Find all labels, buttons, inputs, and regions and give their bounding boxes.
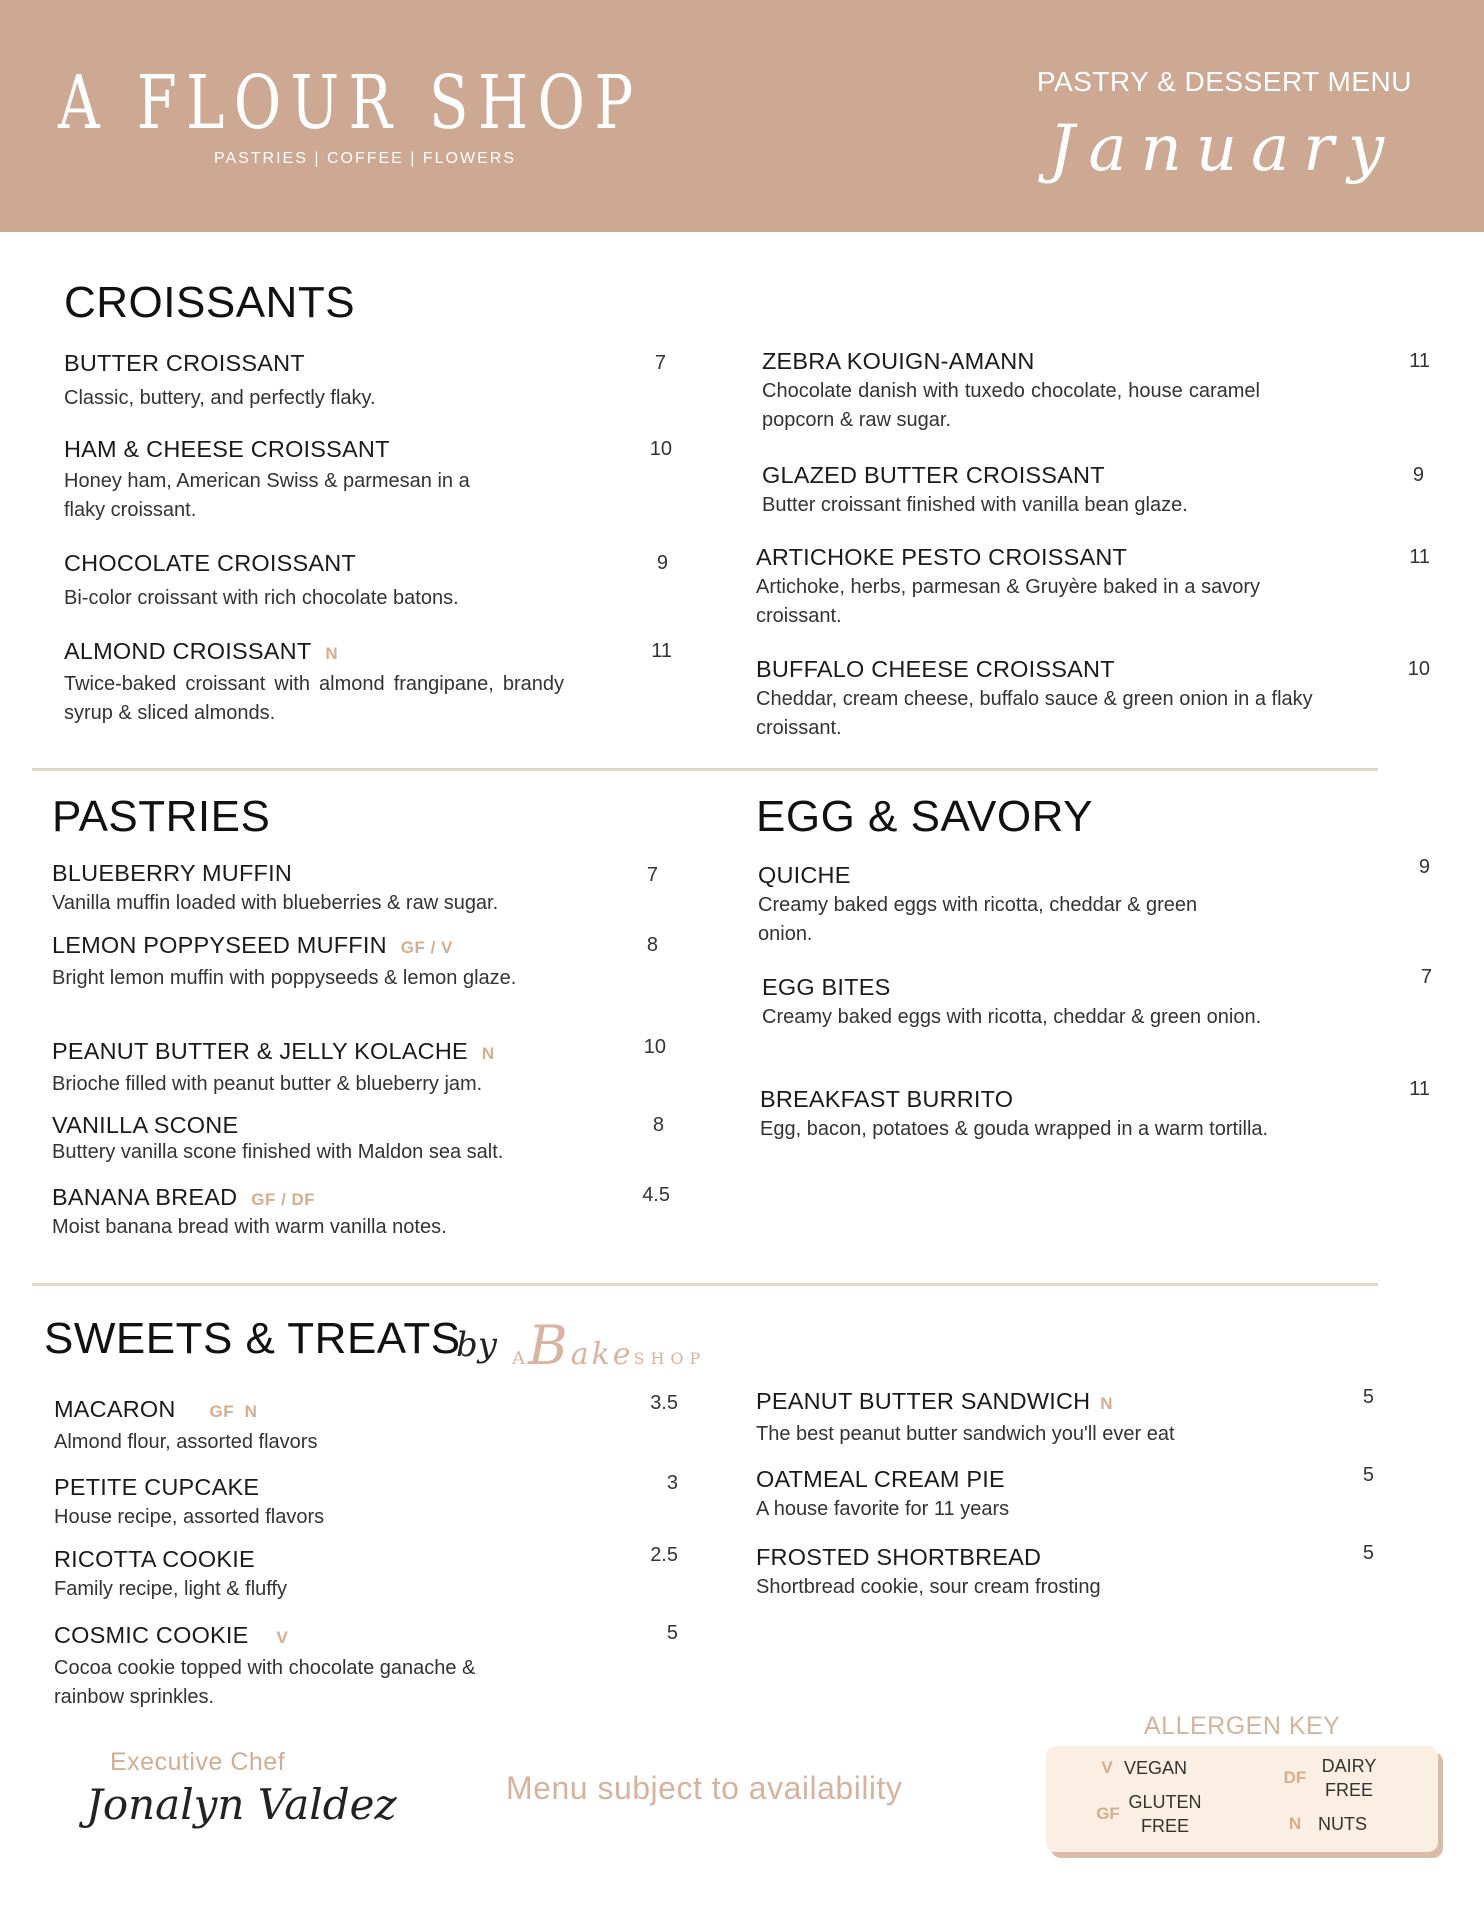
item-price: 8 xyxy=(646,934,658,956)
menu-item xyxy=(54,1544,574,1604)
item-price: 10 xyxy=(649,438,672,460)
item-name-text: PEANUT BUTTER & JELLY KOLACHE xyxy=(52,1038,468,1064)
item-name xyxy=(54,1394,574,1427)
allergen-symbol: N xyxy=(1288,1814,1302,1833)
allergen-symbol: GF xyxy=(1096,1804,1120,1823)
item-desc: Twice-baked croissant with almond frangipane, brandy syrup & sliced almonds. xyxy=(64,673,564,724)
menu-item xyxy=(64,636,564,728)
menu-item xyxy=(64,348,584,413)
item-desc: Chocolate danish with tuxedo chocolate, house caramel popcorn & raw sugar. xyxy=(762,380,1260,431)
bakeshop-logo-text: ABakeSHOP xyxy=(512,1314,707,1377)
item-desc: Creamy baked eggs with ricotta, cheddar & green onion. xyxy=(762,1006,1262,1028)
header-banner xyxy=(0,0,1484,232)
menu-item xyxy=(64,434,514,525)
item-desc: Almond flour, assorted flavors xyxy=(54,1431,318,1453)
allergen-tag: GF / V xyxy=(400,938,453,957)
menu-item xyxy=(756,1464,1336,1524)
brand-logo xyxy=(58,60,643,167)
allergen-symbol: DF xyxy=(1283,1768,1307,1787)
item-name: BUTTER CROISSANT xyxy=(64,350,305,376)
item-price: 9 xyxy=(656,552,668,574)
menu-item xyxy=(52,1110,632,1167)
item-desc: The best peanut butter sandwich you'll ever eat xyxy=(756,1423,1175,1445)
item-name-text: ALMOND CROISSANT xyxy=(64,638,312,664)
brand-tagline: PASTRIES | COFFEE | FLOWERS xyxy=(213,150,516,167)
item-desc: Cheddar, cream cheese, buffalo sauce & green onion in a flaky croissant. xyxy=(756,688,1313,739)
item-price: 10 xyxy=(1407,658,1430,680)
item-name: VANILLA SCONE xyxy=(52,1112,239,1138)
allergen-tag: N xyxy=(1100,1394,1114,1413)
item-price: 5 xyxy=(1362,1542,1374,1564)
item-name: RICOTTA COOKIE xyxy=(54,1546,255,1572)
menu-item xyxy=(52,1036,612,1099)
item-price: 11 xyxy=(1409,350,1430,372)
menu-month: January xyxy=(1048,112,1398,186)
item-name: CHOCOLATE CROISSANT xyxy=(64,550,356,576)
item-desc: Brioche filled with peanut butter & blueberry jam. xyxy=(52,1073,483,1095)
item-name xyxy=(52,1182,612,1215)
item-desc: House recipe, assorted flavors xyxy=(54,1506,325,1528)
allergen-tag: GF N xyxy=(209,1402,258,1421)
section-divider xyxy=(32,1283,1378,1286)
item-desc: Shortbread cookie, sour cream frosting xyxy=(756,1576,1101,1598)
bakeshop-logo xyxy=(510,1304,707,1394)
section-title-pastries: PASTRIES xyxy=(52,792,271,841)
allergen-key-vegan xyxy=(1090,1756,1187,1780)
item-price: 9 xyxy=(1412,464,1424,486)
item-price: 10 xyxy=(643,1036,666,1058)
allergen-key-nuts xyxy=(1278,1812,1367,1836)
item-name-text: MACARON xyxy=(54,1396,176,1422)
item-name: HAM & CHEESE CROISSANT xyxy=(64,436,390,462)
item-desc: Bright lemon muffin with poppyseeds & lemon glaze. xyxy=(52,967,517,989)
item-name xyxy=(54,1620,534,1653)
item-desc: Artichoke, herbs, parmesan & Gruyère baked in a savory croissant. xyxy=(756,576,1260,627)
allergen-key-box xyxy=(1046,1746,1438,1852)
menu-item xyxy=(760,1084,1280,1144)
allergen-label: VEGAN xyxy=(1124,1758,1188,1778)
item-name: BLUEBERRY MUFFIN xyxy=(52,860,292,886)
allergen-key-gluten-free xyxy=(1094,1790,1208,1838)
item-price: 5 xyxy=(1362,1464,1374,1486)
item-name: OATMEAL CREAM PIE xyxy=(756,1466,1005,1492)
item-desc: Egg, bacon, potatoes & gouda wrapped in a warm tortilla. xyxy=(760,1118,1269,1140)
item-name: BREAKFAST BURRITO xyxy=(760,1086,1014,1112)
allergen-label: DAIRY FREE xyxy=(1321,1756,1377,1800)
item-desc: Family recipe, light & fluffy xyxy=(54,1578,288,1600)
allergen-tag: N xyxy=(481,1044,495,1063)
item-desc: Buttery vanilla scone finished with Maldon sea salt. xyxy=(52,1141,504,1163)
allergen-tag: V xyxy=(276,1628,289,1647)
menu-item xyxy=(762,346,1260,435)
allergen-symbol: V xyxy=(1101,1758,1113,1777)
allergen-tag: GF / DF xyxy=(251,1190,316,1209)
item-name: QUICHE xyxy=(758,862,851,888)
item-name xyxy=(756,1386,1336,1419)
item-desc: Creamy baked eggs with ricotta, cheddar & green onion. xyxy=(758,894,1198,945)
menu-item xyxy=(54,1472,574,1532)
item-price: 11 xyxy=(651,640,672,662)
item-name: ARTICHOKE PESTO CROISSANT xyxy=(756,544,1128,570)
menu-item xyxy=(54,1394,574,1457)
menu-item xyxy=(52,1182,612,1242)
item-desc: Honey ham, American Swiss & parmesan in a flaky croissant. xyxy=(64,470,470,521)
item-desc: Butter croissant finished with vanilla bean glaze. xyxy=(762,494,1188,516)
menu-item xyxy=(52,858,612,918)
menu-item xyxy=(758,860,1218,949)
item-desc: Vanilla muffin loaded with blueberries & raw sugar. xyxy=(52,892,499,914)
menu-item xyxy=(756,1386,1336,1449)
item-name: EGG BITES xyxy=(762,974,891,1000)
allergen-key-title: ALLERGEN KEY xyxy=(1144,1712,1341,1740)
allergen-label: NUTS xyxy=(1318,1814,1367,1834)
item-name: GLAZED BUTTER CROISSANT xyxy=(762,462,1105,488)
item-name: BUFFALO CHEESE CROISSANT xyxy=(756,656,1115,682)
item-price: 5 xyxy=(666,1622,678,1644)
menu-title: PASTRY & DESSERT MENU xyxy=(1036,66,1412,97)
allergen-label: GLUTEN FREE xyxy=(1128,1792,1202,1836)
item-price: 5 xyxy=(1362,1386,1374,1408)
item-desc: Moist banana bread with warm vanilla notes. xyxy=(52,1216,447,1238)
item-name-text: LEMON POPPYSEED MUFFIN xyxy=(52,932,387,958)
chef-title: Executive Chef xyxy=(110,1748,286,1776)
menu-item xyxy=(762,972,1282,1032)
menu-item xyxy=(756,542,1260,631)
menu-item xyxy=(762,460,1302,520)
item-price: 7 xyxy=(646,864,658,886)
menu-item xyxy=(756,1542,1336,1602)
item-price: 8 xyxy=(652,1114,664,1136)
brand-name: A FLOUR SHOP xyxy=(58,60,643,146)
section-title-sweets: SWEETS & TREATS xyxy=(44,1314,461,1363)
item-price: 7 xyxy=(654,352,666,374)
item-name xyxy=(64,636,564,669)
item-name-text: COSMIC COOKIE xyxy=(54,1622,249,1648)
chef-signature: Jonalyn Valdez xyxy=(86,1780,397,1829)
section-title-egg-savory: EGG & SAVORY xyxy=(756,792,1093,841)
item-price: 7 xyxy=(1420,966,1432,988)
menu-item xyxy=(64,548,604,613)
item-desc: A house favorite for 11 years xyxy=(756,1498,1010,1520)
section-divider xyxy=(32,768,1378,771)
menu-item xyxy=(52,930,532,993)
item-desc: Cocoa cookie topped with chocolate ganache & rainbow sprinkles. xyxy=(54,1657,476,1708)
allergen-key-dairy-free xyxy=(1278,1754,1386,1802)
availability-note: Menu subject to availability xyxy=(506,1770,903,1806)
menu-item xyxy=(54,1620,534,1712)
allergen-tag: N xyxy=(325,644,339,663)
item-price: 11 xyxy=(1409,546,1430,568)
by-text: by xyxy=(456,1325,497,1365)
item-price: 2.5 xyxy=(650,1544,678,1566)
item-desc: Bi-color croissant with rich chocolate batons. xyxy=(64,587,459,609)
section-title-croissants: CROISSANTS xyxy=(64,278,356,327)
item-price: 3.5 xyxy=(650,1392,678,1414)
item-price: 11 xyxy=(1409,1078,1430,1100)
item-desc: Classic, buttery, and perfectly flaky. xyxy=(64,387,376,409)
item-price: 3 xyxy=(666,1472,678,1494)
item-name xyxy=(52,930,532,963)
item-name: FROSTED SHORTBREAD xyxy=(756,1544,1042,1570)
item-name xyxy=(52,1036,612,1069)
item-price: 4.5 xyxy=(642,1184,670,1206)
item-name-text: BANANA BREAD xyxy=(52,1184,238,1210)
item-name: ZEBRA KOUIGN-AMANN xyxy=(762,348,1035,374)
item-price: 9 xyxy=(1418,856,1430,878)
item-name-text: PEANUT BUTTER SANDWICH xyxy=(756,1388,1091,1414)
item-name: PETITE CUPCAKE xyxy=(54,1474,260,1500)
menu-item xyxy=(756,654,1336,743)
